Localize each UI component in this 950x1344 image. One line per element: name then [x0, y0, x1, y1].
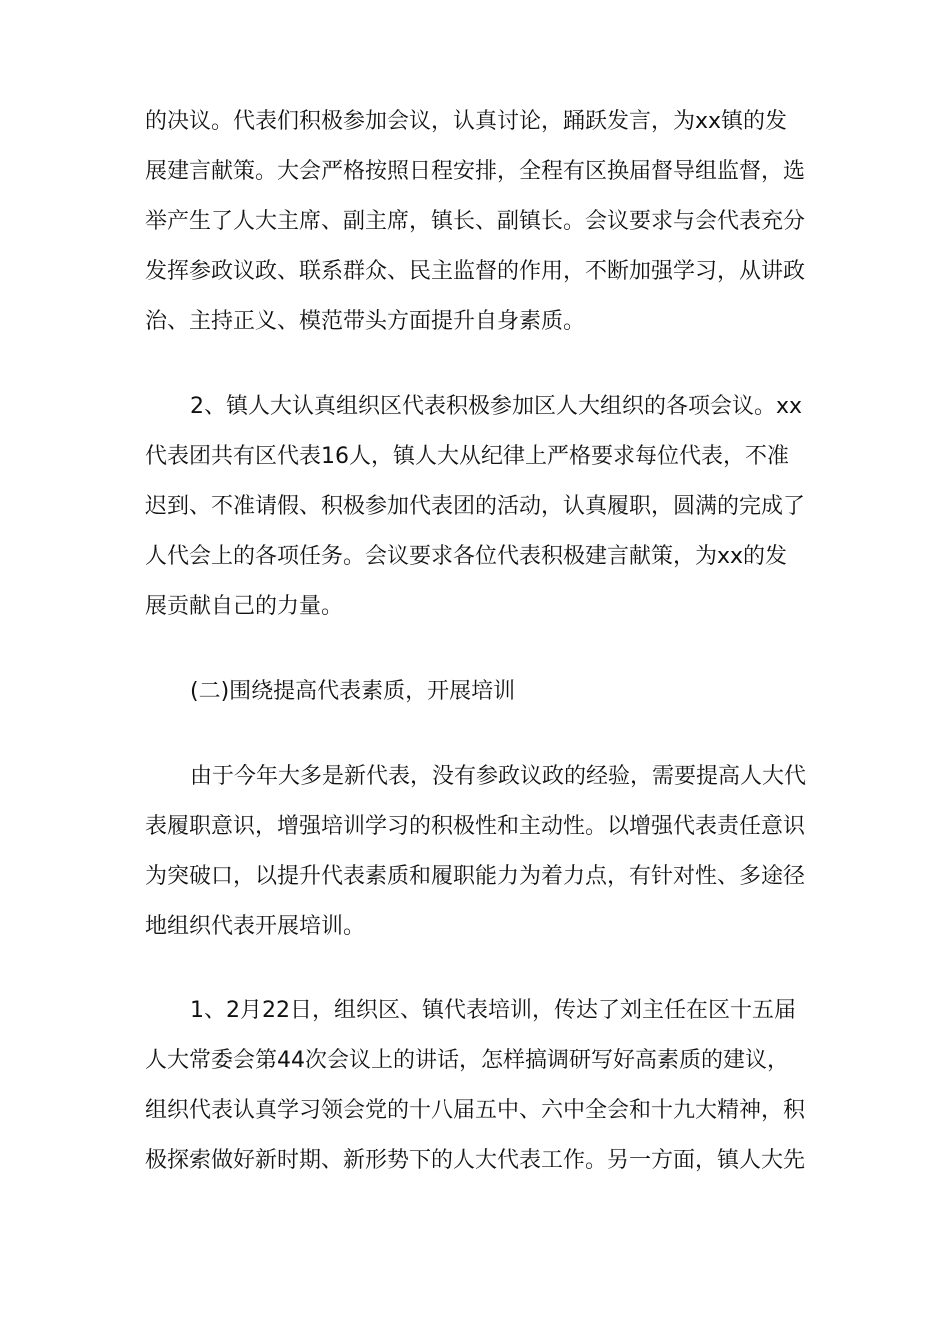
section-heading: (二)围绕提高代表素质，开展培训 [190, 679, 516, 704]
paragraph-2-line-3: 迟到、不准请假、积极参加代表团的活动，认真履职，圆满的完成了 [145, 494, 806, 519]
paragraph-3-line-1: 由于今年大多是新代表，没有参政议政的经验，需要提高人大代 [190, 764, 807, 789]
paragraph-4-line-2: 人大常委会第44次会议上的讲话，怎样搞调研写好高素质的建议， [145, 1048, 789, 1073]
paragraph-2-line-2: 代表团共有区代表16人，镇人大从纪律上严格要求每位代表，不准 [145, 444, 789, 469]
paragraph-1-line-1: 的决议。代表们积极参加会议，认真讨论，踊跃发言，为xx镇的发 [145, 109, 788, 134]
paragraph-1-line-5: 治、主持正义、模范带头方面提升自身素质。 [145, 309, 586, 334]
paragraph-4-line-3: 组织代表认真学习领会党的十八届五中、六中全会和十九大精神，积 [145, 1098, 806, 1123]
paragraph-3-line-4: 地组织代表开展培训。 [145, 914, 366, 939]
paragraph-1-line-3: 举产生了人大主席、副主席，镇长、副镇长。会议要求与会代表充分 [145, 209, 806, 234]
paragraph-2-line-1: 2、镇人大认真组织区代表积极参加区人大组织的各项会议。xx [190, 394, 803, 419]
paragraph-1-line-4: 发挥参政议政、联系群众、民主监督的作用，不断加强学习，从讲政 [145, 259, 806, 284]
paragraph-3-line-3: 为突破口，以提升代表素质和履职能力为着力点，有针对性、多途径 [145, 864, 806, 889]
paragraph-2-line-5: 展贡献自己的力量。 [145, 594, 344, 619]
paragraph-3-line-2: 表履职意识，增强培训学习的积极性和主动性。以增强代表责任意识 [145, 814, 806, 839]
paragraph-4-line-1: 1、2月22日，组织区、镇代表培训，传达了刘主任在区十五届 [190, 998, 796, 1023]
paragraph-4-line-4: 极探索做好新时期、新形势下的人大代表工作。另一方面，镇人大先 [145, 1148, 806, 1173]
paragraph-2-line-4: 人代会上的各项任务。会议要求各位代表积极建言献策，为xx的发 [145, 544, 788, 569]
paragraph-1-line-2: 展建言献策。大会严格按照日程安排，全程有区换届督导组监督，选 [145, 159, 806, 184]
